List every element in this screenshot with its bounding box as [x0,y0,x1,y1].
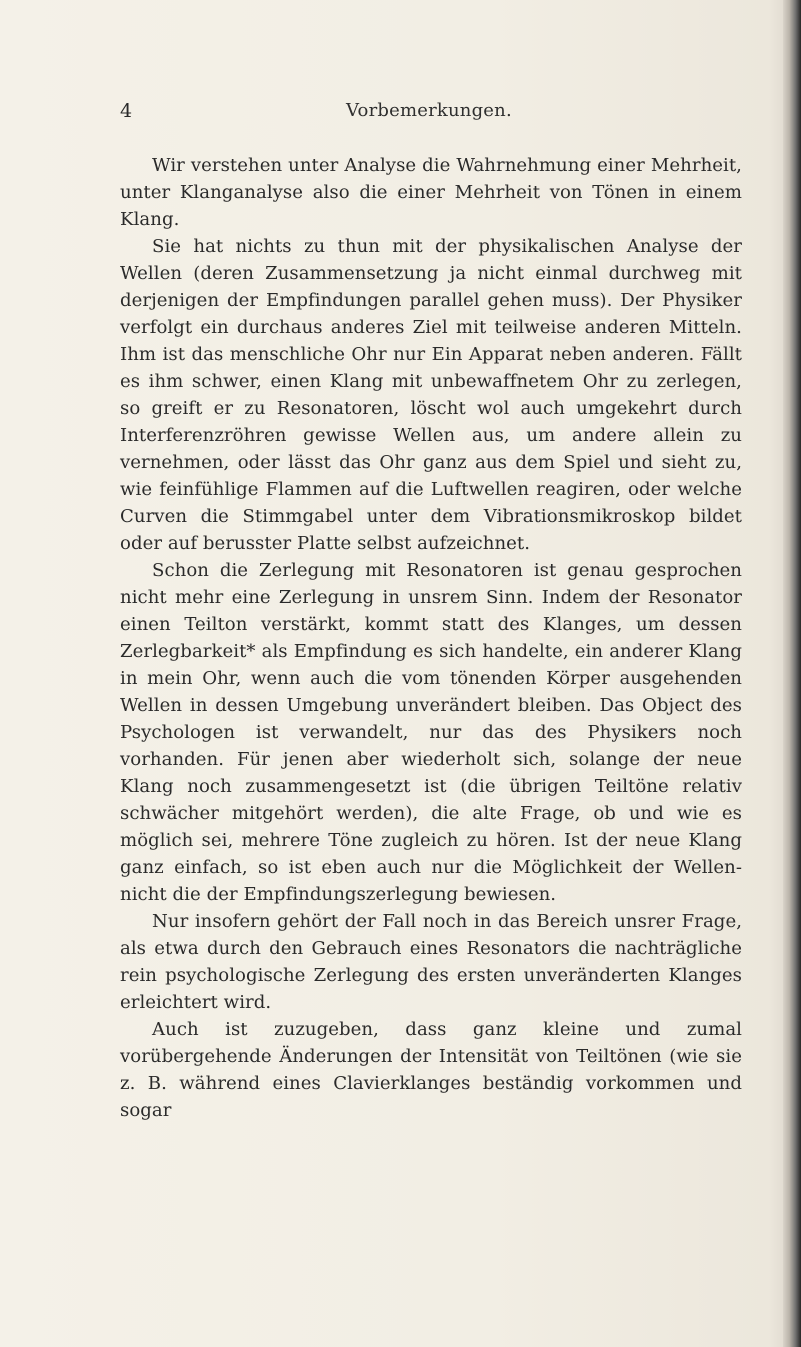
running-head: Vorbemerkungen. [346,100,512,121]
paragraph-intensity-changes: Auch ist zuzugeben, dass ganz kleine und zumal vorübergehende Änderungen der Intensität von Teiltönen (wie sie z. B. während eines Clavierklanges beständig vorkommen und sogar [120,1019,742,1121]
body-text [120,152,742,1124]
paragraph-physical-analysis: Sie hat nichts zu thun mit der physikalischen Analyse der Wellen (deren Zusammensetzung ja nicht einmal durchweg mit derjenigen der Empfindungen parallel gehen muss). Der Physiker verfolgt ein durchaus anderes Ziel mit teilweise anderen Mitteln. Ihm ist das menschliche Ohr nur Ein Apparat neben anderen. Fällt es ihm schwer, einen Klang mit unbewaffnetem Ohr zu zerlegen, so greift er zu Resonatoren, löscht wol auch umgekehrt durch Interferenzröhren gewisse Wellen aus, um andere allein zu vernehmen, oder lässt das Ohr ganz aus dem Spiel und sieht zu, wie feinfühlige Flammen auf die Luftwellen reagiren, oder welche Curven die Stimmgabel unter dem Vibrationsmikroskop bildet oder auf berusster Platte selbst aufzeichnet. [120,236,742,554]
page-header [120,100,720,128]
page-edge-shadow [783,0,801,1347]
paragraph-question-scope: Nur insofern gehört der Fall noch in das Bereich unsrer Frage, als etwa durch den Gebrauch eines Resonators die nachträgliche rein psychologische Zerlegung des ersten unveränderten Klanges erleichtert wird. [120,911,742,1013]
page-number: 4 [120,100,133,122]
paragraph-resonators: Schon die Zerlegung mit Resonatoren ist genau gesprochen nicht mehr eine Zerlegung in unsrem Sinn. Indem der Resonator einen Teilton verstärkt, kommt statt des Klanges, um dessen Zerlegbarkeit* als Empfindung es sich handelte, ein anderer Klang in mein Ohr, wenn auch die vom tönenden Körper ausgehenden Wellen in dessen Umgebung unverändert bleiben. Das Object des Psychologen ist verwandelt, nur das des Physikers noch vorhanden. Für jenen aber wiederholt sich, solange der neue Klang noch zusammengesetzt ist (die übrigen Teiltöne relativ schwächer mitgehört werden), die alte Frage, ob und wie es möglich sei, mehrere Töne zugleich zu hören. Ist der neue Klang ganz einfach, so ist eben auch nur die Möglichkeit der Wellen- nicht die der Empfindungszerlegung bewiesen. [120,560,742,905]
paragraph-analysis-definition: Wir verstehen unter Analyse die Wahrnehmung einer Mehrheit, unter Klanganalyse also die einer Mehrheit von Tönen in einem Klang. [120,155,742,230]
